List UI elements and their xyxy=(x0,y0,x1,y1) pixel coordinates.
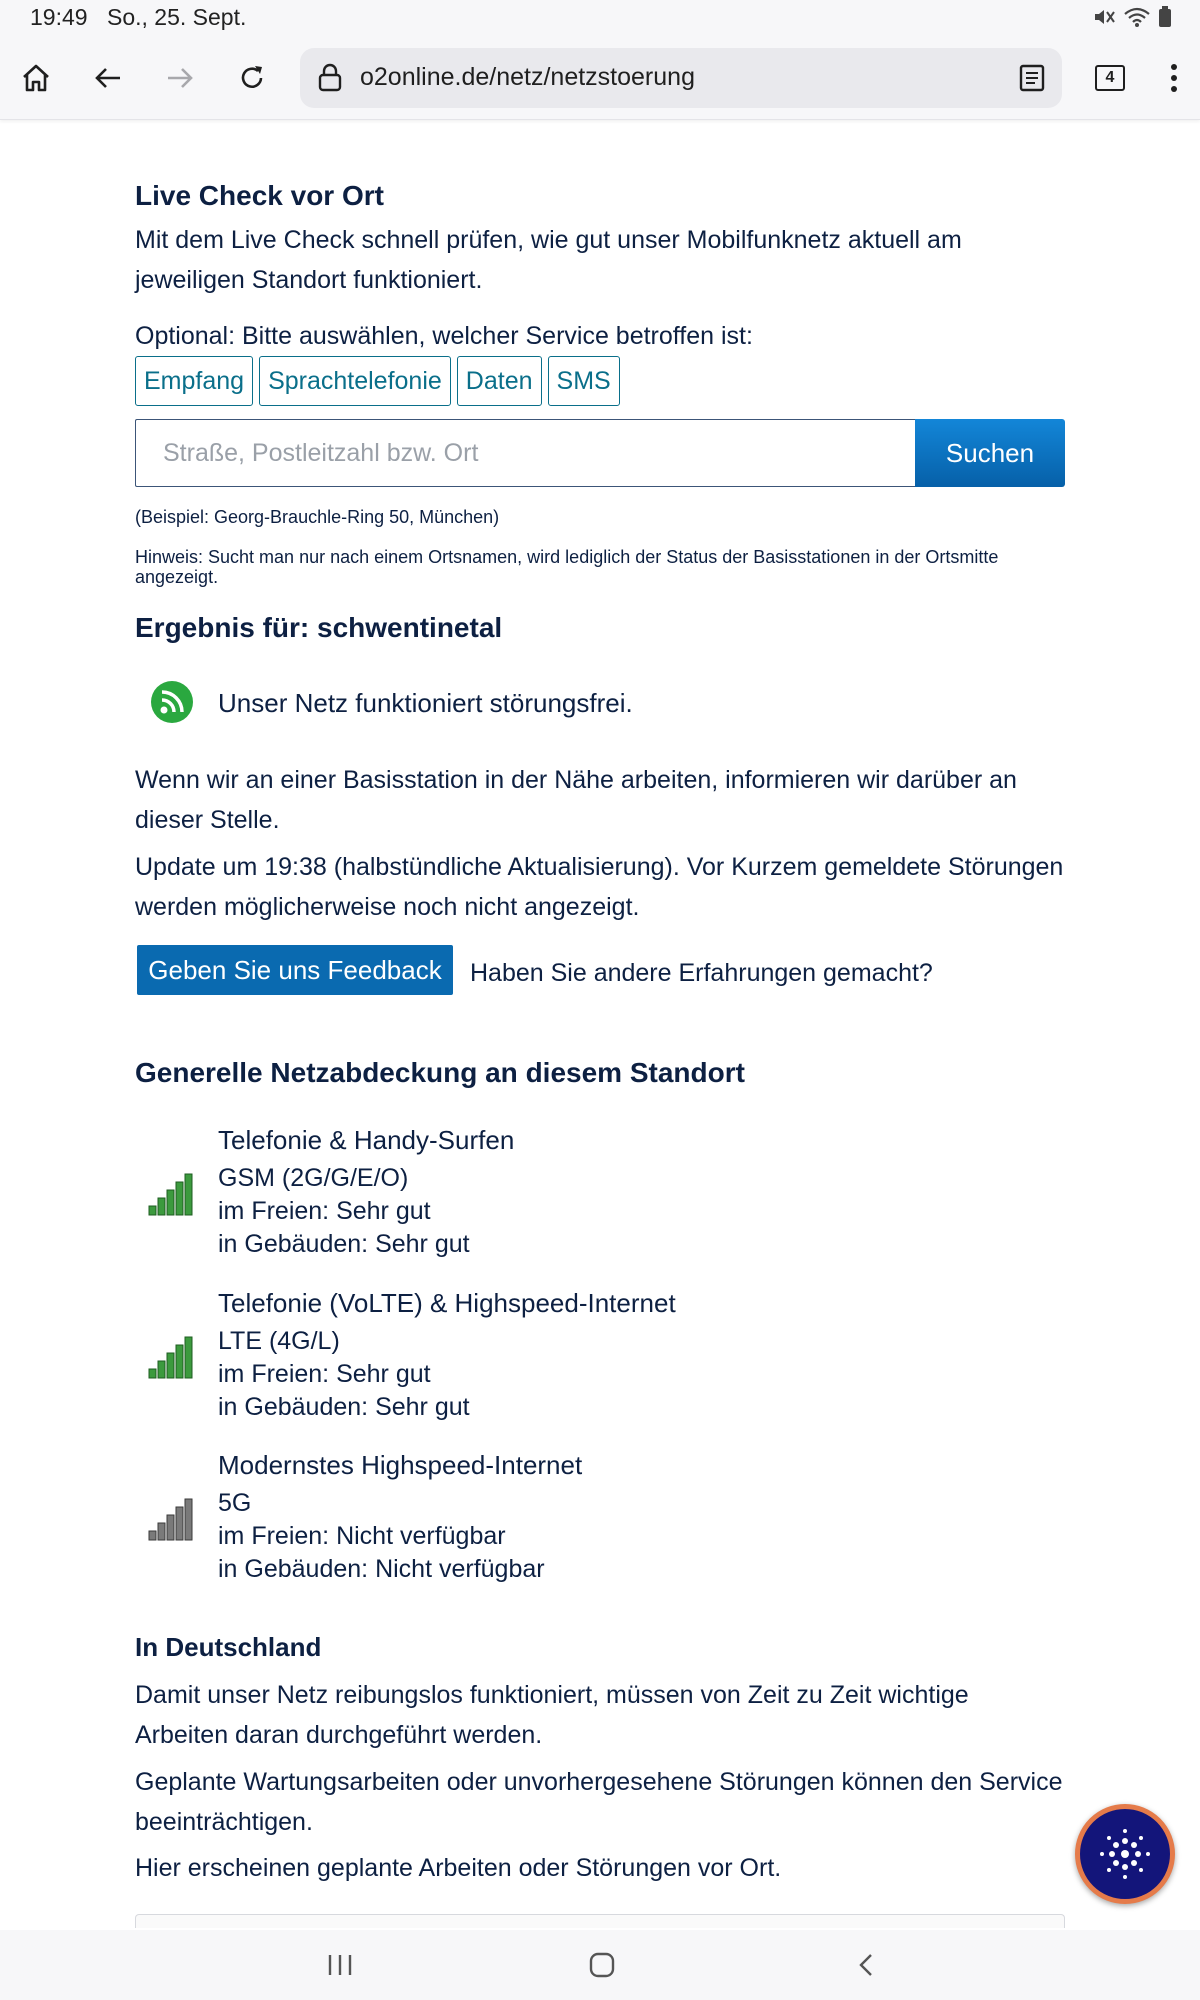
coverage-item-indoor: in Gebäuden: Nicht verfügbar xyxy=(218,1555,545,1583)
coverage-item-tech: LTE (4G/L) xyxy=(218,1327,340,1355)
tab-count: 4 xyxy=(1105,69,1115,86)
browser-toolbar xyxy=(0,36,1200,120)
live-check-description: Mit dem Live Check schnell prüfen, wie gut unser Mobilfunknetz aktuell am jeweiligen Standort funktioniert. xyxy=(135,226,962,294)
germany-paragraph-2: Geplante Wartungsarbeiten oder unvorhergesehene Störungen können den Service beeinträchtigen. xyxy=(135,1768,1063,1836)
signal-bars-grey-icon xyxy=(147,1493,197,1541)
coverage-item-title: Telefonie (VoLTE) & Highspeed-Internet xyxy=(218,1288,676,1318)
coverage-item-indoor: in Gebäuden: Sehr gut xyxy=(218,1230,470,1258)
chip-empfang[interactable]: Empfang xyxy=(135,356,253,406)
coverage-item-tech: 5G xyxy=(218,1489,252,1517)
forward-button[interactable] xyxy=(156,54,204,102)
signal-bars-green-icon xyxy=(147,1168,197,1216)
recent-apps-icon[interactable] xyxy=(326,1950,354,1980)
reload-icon xyxy=(236,62,268,94)
coverage-item-title: Telefonie & Handy-Surfen xyxy=(218,1125,515,1155)
result-title: Ergebnis für: schwentinetal xyxy=(135,612,503,643)
coverage-item-indoor: in Gebäuden: Sehr gut xyxy=(218,1393,470,1421)
chip-sms[interactable]: SMS xyxy=(548,356,620,406)
maintenance-list-card xyxy=(135,1914,1065,1928)
result-update: Update um 19:38 (halbstündliche Aktualisierung). Vor Kurzem gemeldete Störungen werden möglicherweise noch nicht angezeigt. xyxy=(135,853,1064,921)
search-form xyxy=(135,419,1065,487)
back-button[interactable] xyxy=(84,54,132,102)
more-icon xyxy=(1170,62,1178,94)
reader-mode-button[interactable] xyxy=(1008,54,1056,102)
search-example: (Beispiel: Georg-Brauchle-Ring 50, München) xyxy=(135,507,500,527)
germany-paragraph-3: Hier erscheinen geplante Arbeiten oder Störungen vor Ort. xyxy=(135,1854,782,1882)
mute-icon xyxy=(1092,6,1116,28)
search-input[interactable]: Straße, Postleitzahl bzw. Ort xyxy=(135,419,915,487)
home-button[interactable] xyxy=(12,54,60,102)
coverage-item-outdoor: im Freien: Nicht verfügbar xyxy=(218,1522,506,1550)
result-info: Wenn wir an einer Basisstation in der Nähe arbeiten, informieren wir darüber an dieser Stelle. xyxy=(135,766,1017,834)
chip-sprachtelefonie[interactable]: Sprachtelefonie xyxy=(259,356,451,406)
coverage-title: Generelle Netzabdeckung an diesem Standort xyxy=(135,1057,745,1088)
assistant-dots-icon xyxy=(1098,1827,1152,1881)
forward-icon xyxy=(164,62,196,94)
status-bar xyxy=(0,0,1200,36)
back-icon xyxy=(92,62,124,94)
reload-button[interactable] xyxy=(228,54,276,102)
url-text: o2online.de/netz/netzstoerung xyxy=(360,63,695,91)
germany-paragraph-1: Damit unser Netz reibungslos funktioniert, müssen von Zeit zu Zeit wichtige Arbeiten daran durchgeführt werden. xyxy=(135,1681,969,1749)
optional-label: Optional: Bitte auswählen, welcher Service betroffen ist: xyxy=(135,322,753,350)
feedback-question: Haben Sie andere Erfahrungen gemacht? xyxy=(470,959,933,987)
address-bar[interactable] xyxy=(300,48,1062,108)
tabs-button[interactable] xyxy=(1086,54,1134,102)
wifi-icon xyxy=(1124,6,1150,28)
coverage-item-outdoor: im Freien: Sehr gut xyxy=(218,1360,431,1388)
feedback-button[interactable]: Geben Sie uns Feedback xyxy=(137,945,453,995)
home-icon xyxy=(20,62,52,94)
live-check-title: Live Check vor Ort xyxy=(135,180,384,211)
chip-daten[interactable]: Daten xyxy=(457,356,542,406)
status-date: So., 25. Sept. xyxy=(107,4,247,30)
home-nav-icon[interactable] xyxy=(588,1950,616,1980)
coverage-item-outdoor: im Freien: Sehr gut xyxy=(218,1197,431,1225)
system-nav-bar xyxy=(0,1930,1200,2000)
reader-icon xyxy=(1018,63,1046,93)
assistant-chat-button[interactable] xyxy=(1075,1804,1175,1904)
service-chips xyxy=(135,356,620,406)
germany-title: In Deutschland xyxy=(135,1632,322,1662)
lock-icon xyxy=(316,63,344,93)
network-status-text: Unser Netz funktioniert störungsfrei. xyxy=(218,688,633,718)
back-nav-icon[interactable] xyxy=(852,1950,880,1980)
signal-bars-green-icon xyxy=(147,1331,197,1379)
tabs-icon xyxy=(1095,65,1125,91)
coverage-item-title: Modernstes Highspeed-Internet xyxy=(218,1450,583,1480)
more-button[interactable] xyxy=(1150,54,1198,102)
search-hint: Hinweis: Sucht man nur nach einem Ortsnamen, wird lediglich der Status der Basisstationen in der Ortsmitte angezeigt. xyxy=(135,547,999,587)
signal-ok-icon xyxy=(150,680,194,724)
battery-icon xyxy=(1158,6,1172,28)
status-time: 19:49 xyxy=(30,4,88,30)
search-button[interactable]: Suchen xyxy=(915,419,1065,487)
coverage-item-tech: GSM (2G/G/E/O) xyxy=(218,1164,409,1192)
